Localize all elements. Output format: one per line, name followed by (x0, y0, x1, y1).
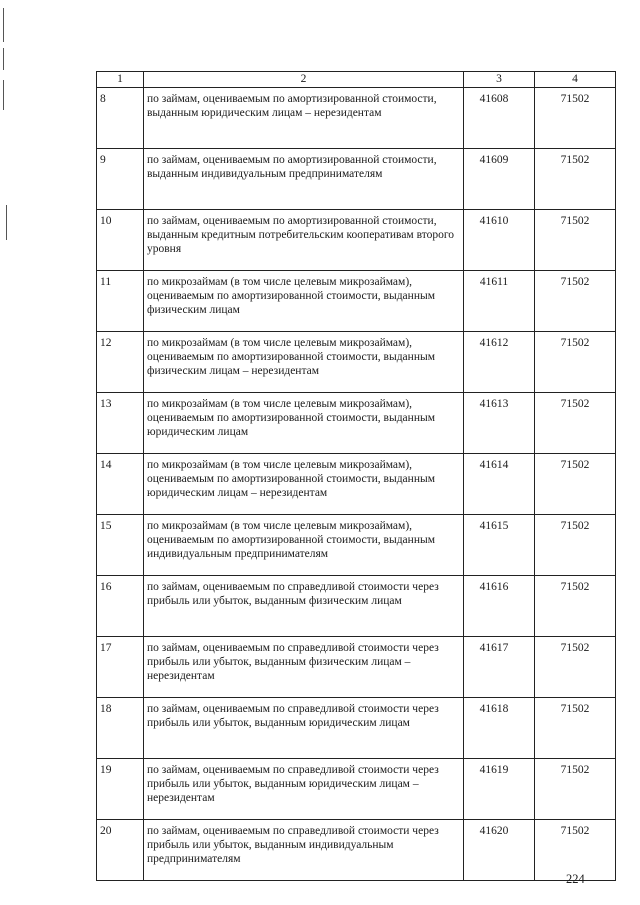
table-row (97, 271, 616, 332)
row-number: 17 (97, 637, 144, 698)
row-account: 41618 (464, 698, 535, 759)
row-symbol: 71502 (535, 332, 616, 393)
header-col-2: 2 (144, 72, 464, 88)
row-symbol: 71502 (535, 515, 616, 576)
scan-edge-mark (3, 8, 4, 42)
table-header-row (97, 72, 616, 88)
table-row (97, 576, 616, 637)
row-description: по займам, оцениваемым по справедливой стоимости через прибыль или убыток, выданным физическим лицам – нерезидентам (144, 637, 464, 698)
table-row (97, 393, 616, 454)
row-description: по займам, оцениваемым по амортизированной стоимости, выданным индивидуальным предпринимателям (144, 149, 464, 210)
row-account: 41611 (464, 271, 535, 332)
scan-edge-mark (3, 48, 4, 70)
scan-edge-mark (6, 205, 7, 240)
page-number: 224 (566, 872, 585, 886)
row-symbol: 71502 (535, 393, 616, 454)
row-number: 19 (97, 759, 144, 820)
row-symbol: 71502 (535, 149, 616, 210)
row-description: по микрозаймам (в том числе целевым микрозаймам), оцениваемым по амортизированной стоимости, выданным физическим лицам – нерезидентам (144, 332, 464, 393)
table-row (97, 454, 616, 515)
row-description: по займам, оцениваемым по амортизированной стоимости, выданным юридическим лицам – нерезидентам (144, 88, 464, 149)
row-symbol: 71502 (535, 759, 616, 820)
table-row (97, 759, 616, 820)
row-account: 41619 (464, 759, 535, 820)
header-col-3: 3 (464, 72, 535, 88)
row-description: по микрозаймам (в том числе целевым микрозаймам), оцениваемым по амортизированной стоимости, выданным юридическим лицам – нерезидентам (144, 454, 464, 515)
row-number: 18 (97, 698, 144, 759)
row-description: по займам, оцениваемым по справедливой стоимости через прибыль или убыток, выданным индивидуальным предпринимателям (144, 820, 464, 881)
row-number: 8 (97, 88, 144, 149)
row-number: 9 (97, 149, 144, 210)
row-account: 41613 (464, 393, 535, 454)
row-description: по займам, оцениваемым по справедливой стоимости через прибыль или убыток, выданным юридическим лицам (144, 698, 464, 759)
row-account: 41612 (464, 332, 535, 393)
row-number: 16 (97, 576, 144, 637)
row-symbol: 71502 (535, 820, 616, 881)
table-row (97, 637, 616, 698)
row-description: по займам, оцениваемым по справедливой стоимости через прибыль или убыток, выданным физическим лицам (144, 576, 464, 637)
row-account: 41608 (464, 88, 535, 149)
table-row (97, 149, 616, 210)
row-symbol: 71502 (535, 88, 616, 149)
row-number: 12 (97, 332, 144, 393)
row-description: по займам, оцениваемым по амортизированной стоимости, выданным кредитным потребительским кооперативам второго уровня (144, 210, 464, 271)
row-number: 10 (97, 210, 144, 271)
row-symbol: 71502 (535, 698, 616, 759)
row-account: 41615 (464, 515, 535, 576)
row-account: 41610 (464, 210, 535, 271)
row-number: 13 (97, 393, 144, 454)
row-symbol: 71502 (535, 454, 616, 515)
row-symbol: 71502 (535, 637, 616, 698)
row-description: по микрозаймам (в том числе целевым микрозаймам), оцениваемым по амортизированной стоимости, выданным юридическим лицам (144, 393, 464, 454)
accounts-table (96, 71, 616, 881)
row-account: 41620 (464, 820, 535, 881)
header-col-4: 4 (535, 72, 616, 88)
row-account: 41617 (464, 637, 535, 698)
table-row (97, 820, 616, 881)
row-account: 41614 (464, 454, 535, 515)
row-number: 14 (97, 454, 144, 515)
table-row (97, 210, 616, 271)
row-account: 41616 (464, 576, 535, 637)
row-number: 11 (97, 271, 144, 332)
row-symbol: 71502 (535, 576, 616, 637)
row-number: 20 (97, 820, 144, 881)
row-symbol: 71502 (535, 210, 616, 271)
table-row (97, 515, 616, 576)
table-row (97, 88, 616, 149)
row-symbol: 71502 (535, 271, 616, 332)
row-description: по микрозаймам (в том числе целевым микрозаймам), оцениваемым по амортизированной стоимости, выданным физическим лицам (144, 271, 464, 332)
row-description: по займам, оцениваемым по справедливой стоимости через прибыль или убыток, выданным юридическим лицам – нерезидентам (144, 759, 464, 820)
header-col-1: 1 (97, 72, 144, 88)
row-number: 15 (97, 515, 144, 576)
row-description: по микрозаймам (в том числе целевым микрозаймам), оцениваемым по амортизированной стоимости, выданным индивидуальным предпринимателям (144, 515, 464, 576)
table-row (97, 332, 616, 393)
table-row (97, 698, 616, 759)
row-account: 41609 (464, 149, 535, 210)
scan-edge-mark (3, 80, 4, 110)
